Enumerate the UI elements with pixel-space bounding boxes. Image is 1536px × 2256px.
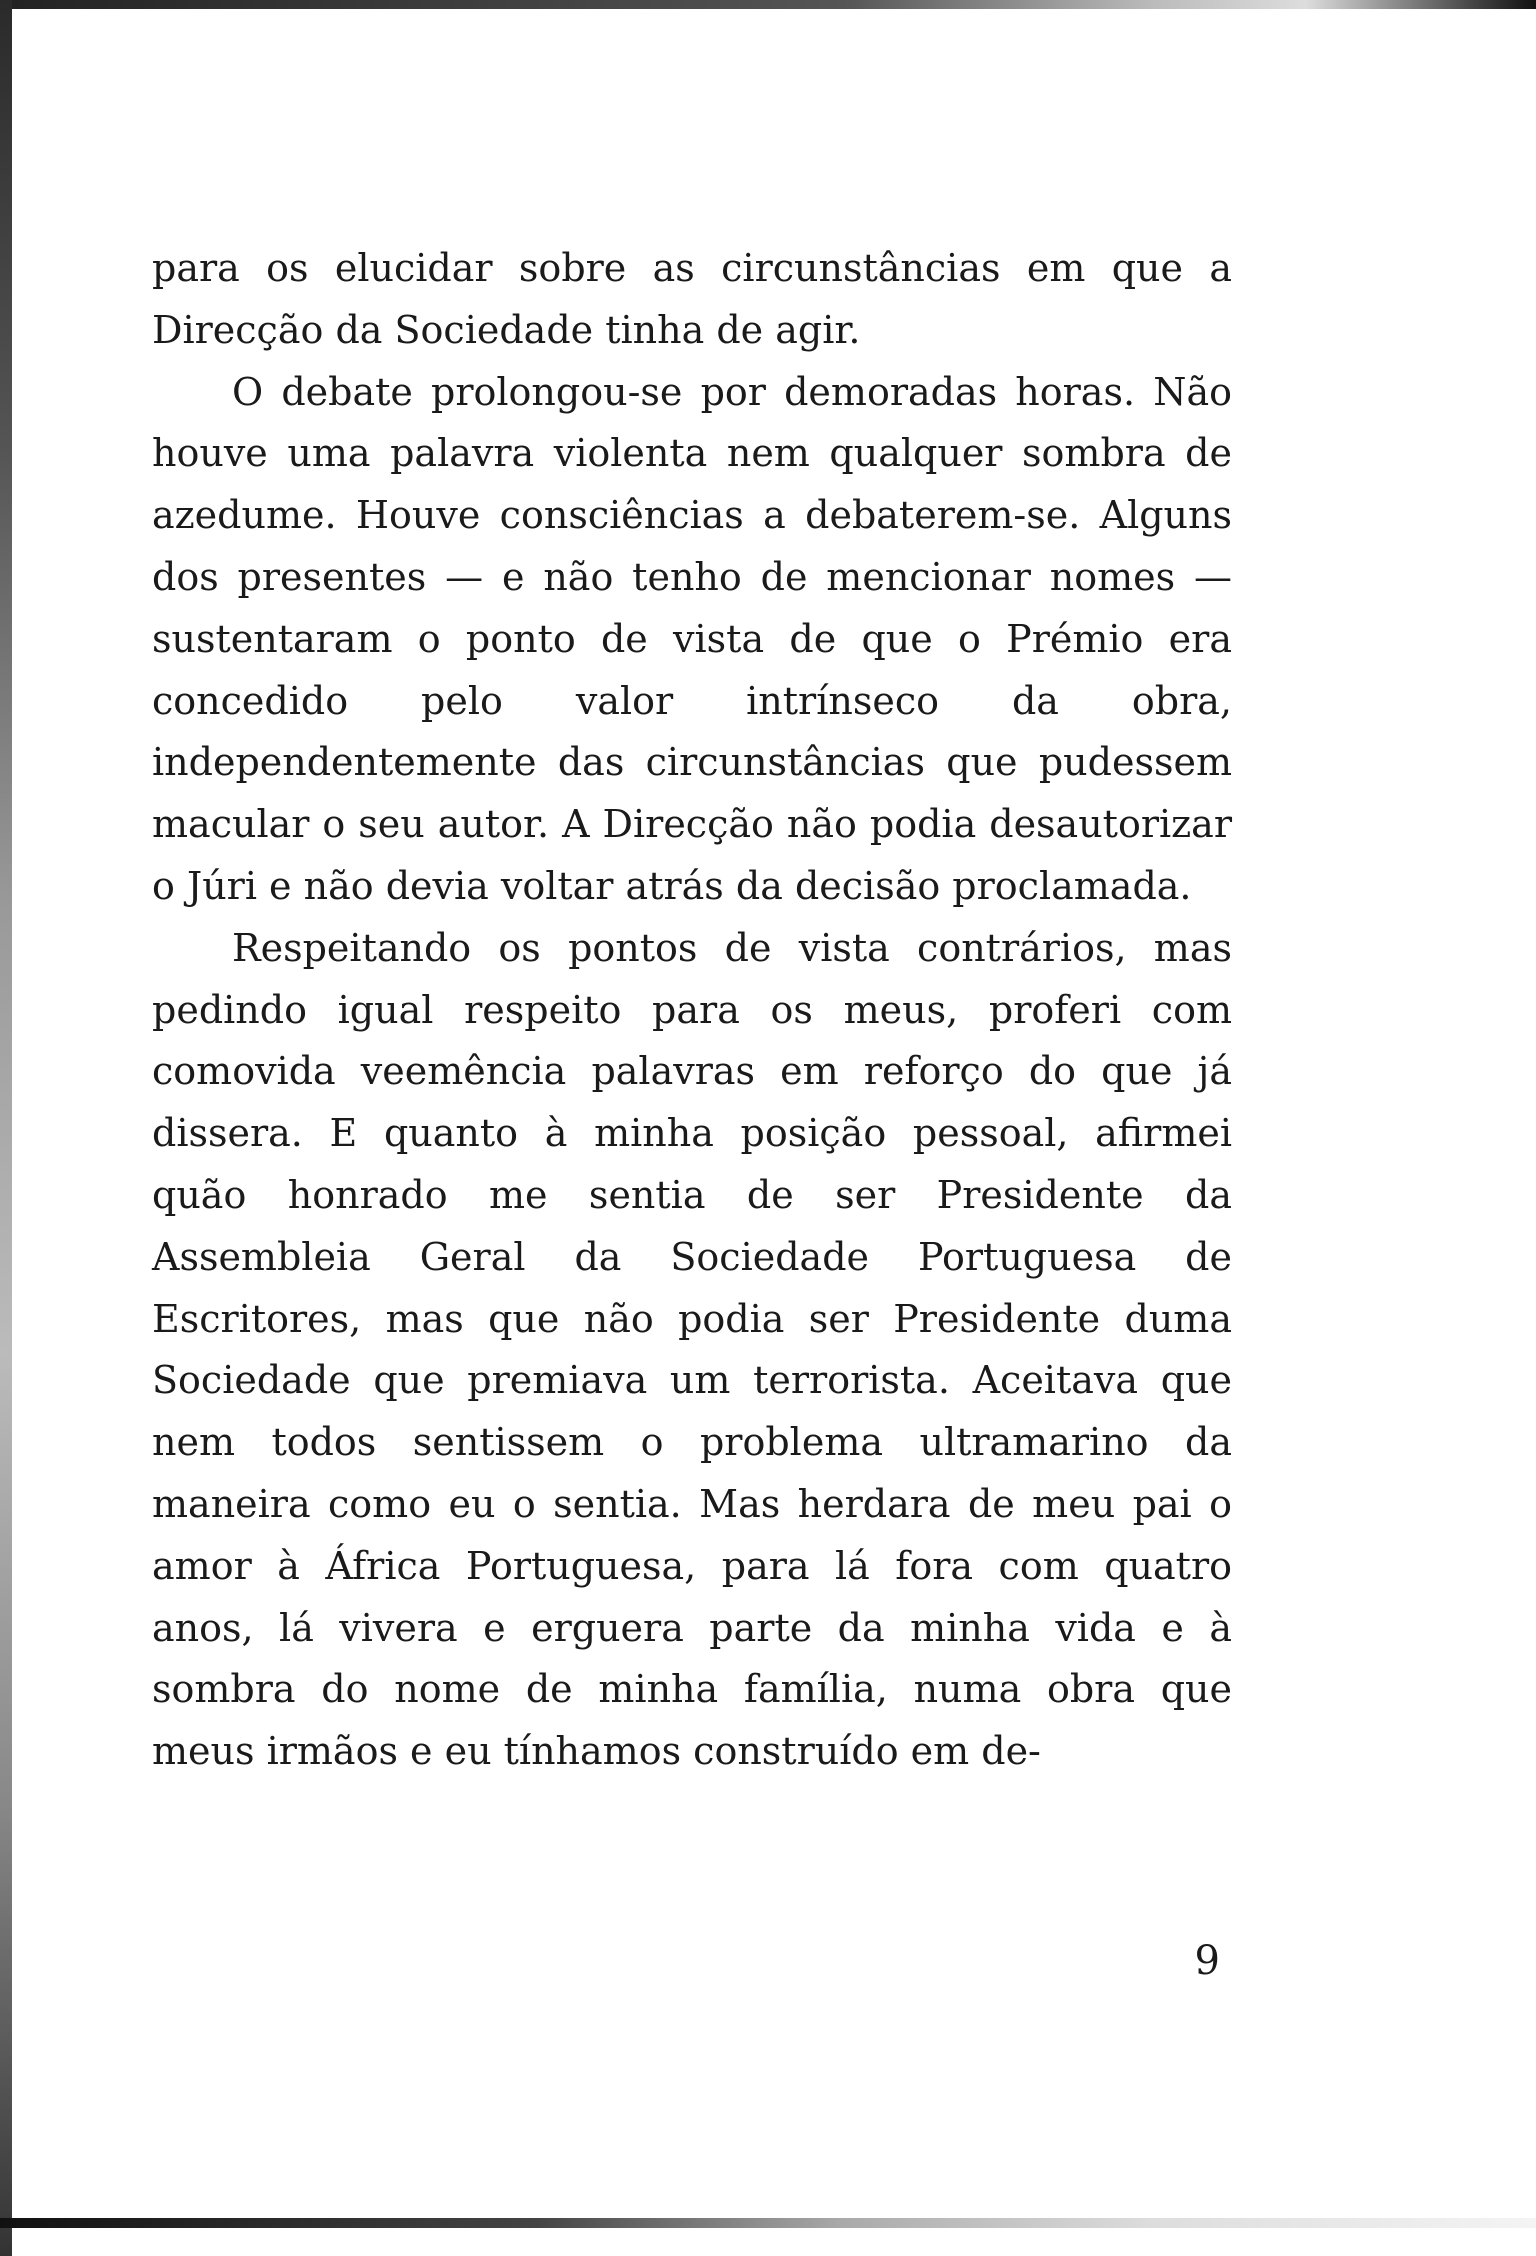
scan-edge-bottom <box>0 2218 1536 2228</box>
paragraph-3: Respeitando os pontos de vista contrários, mas pedindo igual respeito para os meus, proferi com comovida veemência palavras em reforço do que já dissera. E quanto à minha posição pessoal, afirmei quão honrado me sentia de ser Presidente da Assembleia Geral da Sociedade Portuguesa de Escritores, mas que não podia ser Presidente duma Sociedade que premiava um terrorista. Aceitava que nem todos sentissem o problema ultramarino da maneira como eu o sentia. Mas herdara de meu pai o amor à África Portuguesa, para lá fora com quatro anos, lá vivera e erguera parte da minha vida e à sombra do nome de minha família, numa obra que meus irmãos e eu tínhamos construído em de- <box>152 925 1232 1774</box>
scan-edge-left <box>0 0 12 2256</box>
scan-edge-top <box>0 0 1536 9</box>
paragraph-1: para os elucidar sobre as circunstâncias em que a Direcção da Sociedade tinha de agir. <box>152 246 1232 352</box>
page-body <box>152 238 1232 1783</box>
paragraph-2: O debate prolongou-se por demoradas horas. Não houve uma palavra violenta nem qualquer sombra de azedume. Houve consciências a debaterem-se. Alguns dos presentes — e não tenho de mencionar nomes — sustentaram o ponto de vista de que o Prémio era concedido pelo valor intrínseco da obra, independentemente das circunstâncias que pudessem macular o seu autor. A Direcção não podia desautorizar o Júri e não devia voltar atrás da decisão proclamada. <box>152 369 1232 908</box>
page-number: 9 <box>1194 1938 1220 1984</box>
